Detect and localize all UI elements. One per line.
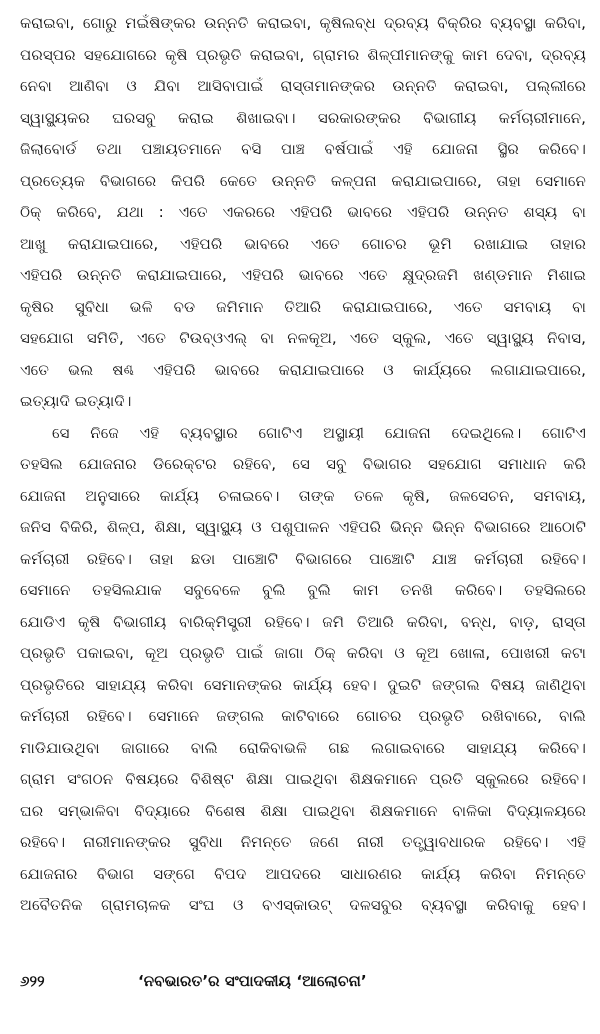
text-line: ନେବା ଆଣିବା ଓ ଯିବା ଆସିବାପାଇଁ ରାସ୍ତାମାନଙ୍କର ଉନ୍ନତି କରାଇବା, ପଲ୍ଲୀରେ <box>20 77 586 95</box>
document-page <box>20 8 586 1026</box>
text-line: ଏତେ ଭଲ ଷଣ୍ଢ ଏହିପରି ଭାବରେ କରାଯାଇପାରେ ଓ କାର୍ଯ୍ୟରେ ଲଗାଯାଇପାରେ, <box>20 360 586 379</box>
body-text <box>20 8 586 922</box>
text-line: ଅବୈତନିକ ଗ୍ରାମଚାଳକ ସଂଘ ଓ ବଏସ୍କାଉଟ୍ ଦଳସବୁର ବ୍ୟବସ୍ଥା କରିବାକୁ ହେବ। <box>20 896 586 914</box>
text-line: ଯୋଡିଏ କୃଷି ବିଭାଗୀୟ ବାରିକ୍‌ମିସ୍ତ୍ରୀ ରହିବେ। ଜମି ତିଆରି କରିବା, ବନ୍ଧ, ବାଡ଼, ରାସ୍ତା <box>20 612 586 631</box>
text-line: କୃଷିର ସୁବିଧା ଭଳି ବଡ ଜମିମାନ ତିଆରି କରାଯାଇପାରେ, ଏତେ ସମବାୟ ବା <box>20 297 586 316</box>
text-line: ଜିଲାବୋର୍ଡ ତଥା ପଞ୍ଚାୟତମାନେ ବସି ପାଞ୍ଚ ବର୍ଷପାଇଁ ଏହି ଯୋଜନା ସ୍ଥିର କରିବେ। <box>20 140 586 158</box>
text-line: ଯୋଜନା ଅନୁସାରେ କାର୍ଯ୍ୟ ଚଳାଇବେ। ତାଙ୍କ ତଳେ କୃଷି, ଜଳସେଚନ, ସମବାୟ, <box>20 486 586 505</box>
text-line: କର୍ମଚାରୀ ରହିବେ। ସେମାନେ ଜଙ୍ଗଲ କାଟିବାରେ ଗୋଚର ପ୍ରଭୃତି ରଖିବାରେ, ବାଲି <box>20 707 586 725</box>
text-line: ଯୋଜନାର ବିଭାଗ ସଙ୍ଗେ ବିପଦ ଆପଦରେ ସାଧାରଣର କାର୍ଯ୍ୟ କରିବା ନିମନ୍ତେ <box>20 864 586 883</box>
text-line: ସହଯୋଗ ସମିତି, ଏତେ ଟିଉବ୍‌ଓଏଲ୍ ବା ନଳକୂଅ, ଏତେ ସ୍କୁଲ, ଏତେ ସ୍ୱାସ୍ଥ୍ୟ ନିବାସ, <box>20 329 586 347</box>
text-line: ତହସିଲ ଯୋଜନାର ଡିରେକ୍ଟର ରହିବେ, ସେ ସବୁ ବିଭାଗର ସହଯୋଗ ସମାଧାନ କରି <box>20 455 586 473</box>
text-line: କରାଇବା, ଗୋରୁ ମଇଁଷିଙ୍କର ଉନ୍ନତି କରାଇବା, କୃଷିଲବ୍ଧ ଦ୍ରବ୍ୟ ବିକ୍ରିର ବ୍ୟବସ୍ଥା କରିବା, <box>20 14 586 32</box>
running-title: ‘ନବଭାରତ’ର ସଂପାଦକୀୟ ‘ଆଲୋଚନା’ <box>138 972 367 990</box>
text-line: ଏହିପରି ଉନ୍ନତି କରାଯାଇପାରେ, ଏହିପରି ଭାବରେ ଏତେ କ୍ଷୁଦ୍ରଜମି ଖଣ୍ଡମାନ ମିଶାଇ <box>20 266 586 284</box>
text-line: ସେମାନେ ତହସିଲଯାକ ସବୁବେଳେ ବୁଲି ବୁଲି କାମ ତନଖି କରିବେ। ତହସିଲରେ <box>20 581 586 599</box>
text-line: ମାଡିଯାଉଥିବା ଜାଗାରେ ବାଲି ରୋକିବାଭଳି ଗଛ ଲଗାଇବାରେ ସାହାଯ୍ୟ କରିବେ। <box>20 738 586 757</box>
text-line: ଘର ସମ୍ଭାଳିବା ବିଦ୍ୟାରେ ବିଶେଷ ଶିକ୍ଷା ପାଇଥିବା ଶିକ୍ଷକମାନେ ବାଳିକା ବିଦ୍ୟାଳୟରେ <box>20 801 586 820</box>
text-line: ଆଖୁ କରାଯାଇପାରେ, ଏହିପରି ଭାବରେ ଏତେ ଗୋଚର ଭୂମି ରଖାଯାଇ ତାହାର <box>20 234 586 253</box>
text-line: ସ୍ୱାସ୍ଥ୍ୟକର ଘରସବୁ କରାଇ ଶିଖାଇବା। ସରକାରଙ୍କର ବିଭାଗୀୟ କର୍ମଚାରୀମାନେ, <box>20 108 586 127</box>
text-line: ପ୍ରତ୍ୟେକ ବିଭାଗରେ କିପରି କେତେ ଉନ୍ନତି କଳ୍ପନା କରାଯାଇପାରେ, ତାହା ସେମାନେ <box>20 171 586 190</box>
text-line: ଜନିସ ବିକିରି, ଶିଳ୍ପ, ଶିକ୍ଷା, ସ୍ୱାସ୍ଥ୍ୟ ଓ ପଶୁପାଳନ ଏହିପରି ଭିନ୍ନ ଭିନ୍ନ ବିଭାଗରେ ଆଠୋଟି <box>20 518 586 536</box>
text-line: କର୍ମଚାରୀ ରହିବେ। ତାହା ଛଡା ପାଞ୍ଚୋଟି ବିଭାଗରେ ପାଞ୍ଚୋଟି ଯାଞ୍ଚ କର୍ମଚାରୀ ରହିବେ। <box>20 549 586 568</box>
text-line: ରହିବେ। ନାରୀମାନଙ୍କର ସୁବିଧା ନିମନ୍ତେ ଜଣେ ନାରୀ ତତ୍ତ୍ୱାବଧାରକ ରହିବେ। ଏହି <box>20 833 586 851</box>
page-footer <box>20 966 586 996</box>
page-number: ୬୨୨ <box>20 972 45 990</box>
text-line: ଇତ୍ୟାଦି ଇତ୍ୟାଦି। <box>20 392 132 410</box>
text-line: ପ୍ରଭୃତିରେ ସାହାଯ୍ୟ କରିବା ସେମାନଙ୍କର କାର୍ଯ୍ୟ ହେବ। ଦୁଇଟି ଜଙ୍ଗଲ ବିଷୟ ଜାଣିଥିବା <box>20 675 586 694</box>
text-line: ପରସ୍ପର ସହଯୋଗରେ କୃଷି ପ୍ରଭୃତି କରାଇବା, ଗ୍ରାମର ଶିଳ୍ପୀମାନଙ୍କୁ କାମ ଦେବା, ଦ୍ରବ୍ୟ <box>20 45 586 64</box>
text-line: ଠିକ୍ କରିବେ, ଯଥା : ଏତେ ଏକରରେ ଏହିପରି ଭାବରେ ଏହିପରି ଉନ୍ନତ ଶସ୍ୟ ବା <box>20 203 586 221</box>
text-line: ପ୍ରଭୃତି ପକାଇବା, କୂଅ ପ୍ରଭୃତି ପାଇଁ ଜାଗା ଠିକ୍ କରିବା ଓ କୂଅ ଖୋଳା, ପୋଖରୀ କଟା <box>20 644 586 662</box>
paragraph-start-line: ସେ ନିଜେ ଏହି ବ୍ୟବସ୍ଥାର ଗୋଟିଏ ଅସ୍ଥାୟୀ ଯୋଜନା ଦେଇଥିଲେ। ଗୋଟିଏ <box>52 423 586 442</box>
text-line: ଗ୍ରାମ ସଂଗଠନ ବିଷୟରେ ବିଶିଷ୍ଟ ଶିକ୍ଷା ପାଇଥିବା ଶିକ୍ଷକମାନେ ପ୍ରତି ସ୍କୁଲରେ ରହିବେ। <box>20 770 586 788</box>
